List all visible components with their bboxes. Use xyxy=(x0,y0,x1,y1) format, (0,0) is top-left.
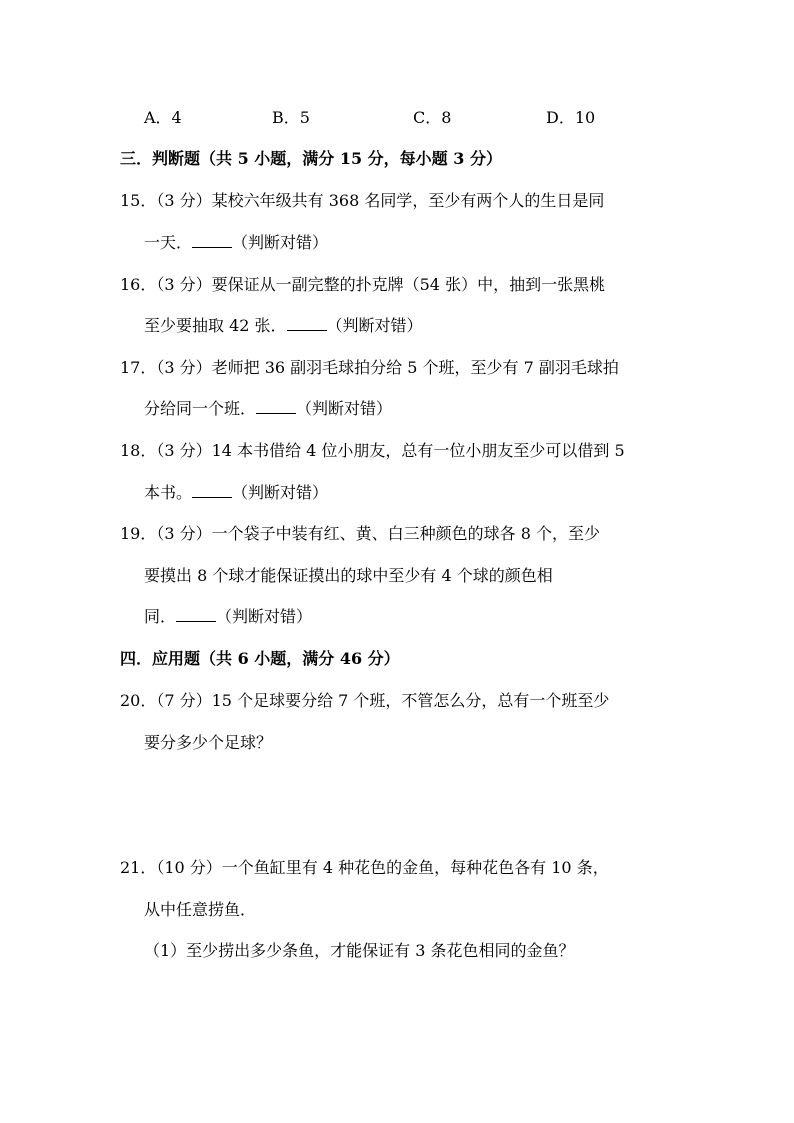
question-17-line-1: 17．（3 分）老师把 36 副羽毛球拍分给 5 个班，至少有 7 副羽毛球拍 xyxy=(120,358,619,377)
question-20-line-2: 要分多少个足球？ xyxy=(144,733,273,752)
answer-blank[interactable] xyxy=(287,315,327,331)
question-17-text: 分给同一个班． xyxy=(144,399,257,418)
question-20-line-1: 20．（7 分）15 个足球要分给 7 个班，不管怎么分，总有一个班至少 xyxy=(120,691,610,710)
question-16-text: 至少要抽取 42 张． xyxy=(144,316,287,335)
question-17-line-2 xyxy=(144,398,392,420)
option-a: A．4 xyxy=(144,108,182,127)
option-c: C．8 xyxy=(413,108,452,127)
question-19-line-1: 19．（3 分）一个袋子中装有红、黄、白三种颜色的球各 8 个，至少 xyxy=(120,524,600,543)
answer-blank[interactable] xyxy=(192,482,232,498)
option-b: B．5 xyxy=(272,108,310,127)
question-15-line-2 xyxy=(144,232,328,254)
section-3-title: 三．判断题（共 5 小题，满分 15 分，每小题 3 分） xyxy=(120,149,502,168)
question-16-line-1: 16．（3 分）要保证从一副完整的扑克牌（54 张）中，抽到一张黑桃 xyxy=(120,275,606,294)
question-16-hint: （判断对错） xyxy=(326,316,423,335)
answer-blank[interactable] xyxy=(256,398,296,414)
question-18-line-1: 18．（3 分）14 本书借给 4 位小朋友，总有一位小朋友至少可以借到 5 xyxy=(120,441,625,460)
answer-blank[interactable] xyxy=(176,606,216,622)
section-4-title: 四．应用题（共 6 小题，满分 46 分） xyxy=(120,649,400,668)
question-16-line-2 xyxy=(144,315,423,337)
question-19-line-3 xyxy=(144,606,312,628)
question-19-line-2: 要摸出 8 个球才能保证摸出的球中至少有 4 个球的颜色相 xyxy=(144,566,553,585)
question-15-line-1: 15．（3 分）某校六年级共有 368 名同学，至少有两个人的生日是同 xyxy=(120,191,605,210)
question-21-line-1: 21．（10 分）一个鱼缸里有 4 种花色的金鱼，每种花色各有 10 条， xyxy=(120,858,609,877)
answer-blank[interactable] xyxy=(192,232,232,248)
question-15-text: 一天． xyxy=(144,233,193,252)
question-19-hint: （判断对错） xyxy=(216,607,313,626)
option-d: D．10 xyxy=(546,108,596,127)
question-21-line-2: 从中任意捞鱼． xyxy=(144,900,257,919)
question-18-line-2 xyxy=(144,482,328,504)
question-18-hint: （判断对错） xyxy=(232,483,329,502)
question-15-hint: （判断对错） xyxy=(232,233,329,252)
question-17-hint: （判断对错） xyxy=(296,399,393,418)
question-19-text: 同． xyxy=(144,607,177,626)
question-18-text: 本书。 xyxy=(144,483,193,502)
question-21-sub-1: （1）至少捞出多少条鱼，才能保证有 3 条花色相同的金鱼？ xyxy=(144,941,575,960)
